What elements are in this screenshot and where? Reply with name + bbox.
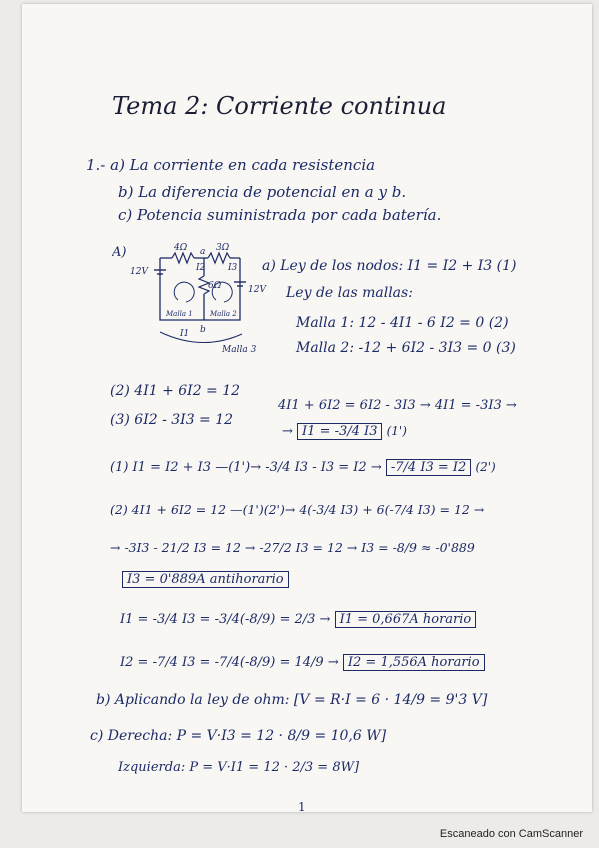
result-i2-expression: -7/4 I3 = I2 [386,459,471,476]
circuit-label: A) [112,245,127,260]
result-i1-line [120,612,476,627]
work-eq-3: 4I1 + 6I2 = 6I2 - 3I3 → 4I1 = -3I3 → [278,398,517,413]
circuit-diagram [112,240,272,360]
law-meshes: Ley de las mallas: [286,285,413,301]
work-eq-4-arrow: → [282,424,293,439]
r-mid-label: 6Ω [208,281,222,291]
tag-2prime: (2') [475,460,496,474]
result-i1-expression: I1 = -3/4 I3 [297,423,382,440]
mesh2-label: Malla 2 [210,310,237,318]
tag-1prime: (1') [386,424,407,438]
work-eq-5 [110,460,496,475]
v-right-label: 12V [248,285,266,295]
answer-c-left: Izquierda: P = V·I1 = 12 · 2/3 = 8W] [118,760,360,775]
question-a: 1.- a) La corriente en cada resistencia [86,156,376,174]
question-c: c) Potencia suministrada por cada batería. [118,206,442,224]
mesh1-arrow [174,282,194,302]
result-i2-box: I2 = 1,556A horario [343,654,485,671]
answer-c-right: c) Derecha: P = V·I3 = 12 · 8/9 = 10,6 W] [90,728,387,744]
work-eq-2: (3) 6I2 - 3I3 = 12 [110,412,234,428]
result-i2-line [120,655,485,670]
work-eq-1: (2) 4I1 + 6I2 = 12 [110,383,241,399]
result-i1-box: I1 = 0,667A horario [335,611,477,628]
r-left-label: 4Ω [174,243,188,253]
i3-label: I3 [228,263,238,273]
v-left-label: 12V [130,267,148,277]
question-b: b) La diferencia de potencial en a y b. [118,183,407,201]
resistor-left [172,253,194,263]
page-number: 1 [298,800,306,814]
work-eq-5-text: (1) I1 = I2 + I3 —(1')→ -3/4 I3 - I3 = I2 → [110,460,382,475]
law-nodes: a) Ley de los nodos: I1 = I2 + I3 (1) [262,258,517,274]
work-eq-4 [282,424,407,439]
result-i2-calc: I2 = -7/4 I3 = -7/4(-8/9) = 14/9 → [120,655,339,670]
result-i3 [122,572,289,587]
r-right-label: 3Ω [216,243,230,253]
mesh2-equation: Malla 2: -12 + 6I2 - 3I3 = 0 (3) [296,340,516,356]
resistor-right [208,253,230,263]
mesh1-label: Malla 1 [166,310,193,318]
scanner-footer: Escaneado con CamScanner [439,828,583,840]
work-eq-7: → -3I3 - 21/2 I3 = 12 → -27/2 I3 = 12 → I3 = -8/9 ≈ -0'889 [110,540,475,555]
result-i1-calc: I1 = -3/4 I3 = -3/4(-8/9) = 2/3 → [120,612,331,627]
i2-label: I2 [196,263,206,273]
node-a-label: a [200,247,206,257]
work-eq-6: (2) 4I1 + 6I2 = 12 —(1')(2')→ 4(-3/4 I3) + 6(-7/4 I3) = 12 → [110,502,485,517]
page-title: Tema 2: Corriente continua [112,92,447,120]
node-b-label: b [200,325,206,335]
mesh3-label: Malla 3 [222,345,257,355]
mesh1-equation: Malla 1: 12 - 4I1 - 6 I2 = 0 (2) [296,315,509,331]
i1-label: I1 [180,329,190,339]
answer-b: b) Aplicando la ley de ohm: [V = R·I = 6 · 14/9 = 9'3 V] [96,692,488,708]
result-i3-box: I3 = 0'889A antihorario [122,571,289,588]
